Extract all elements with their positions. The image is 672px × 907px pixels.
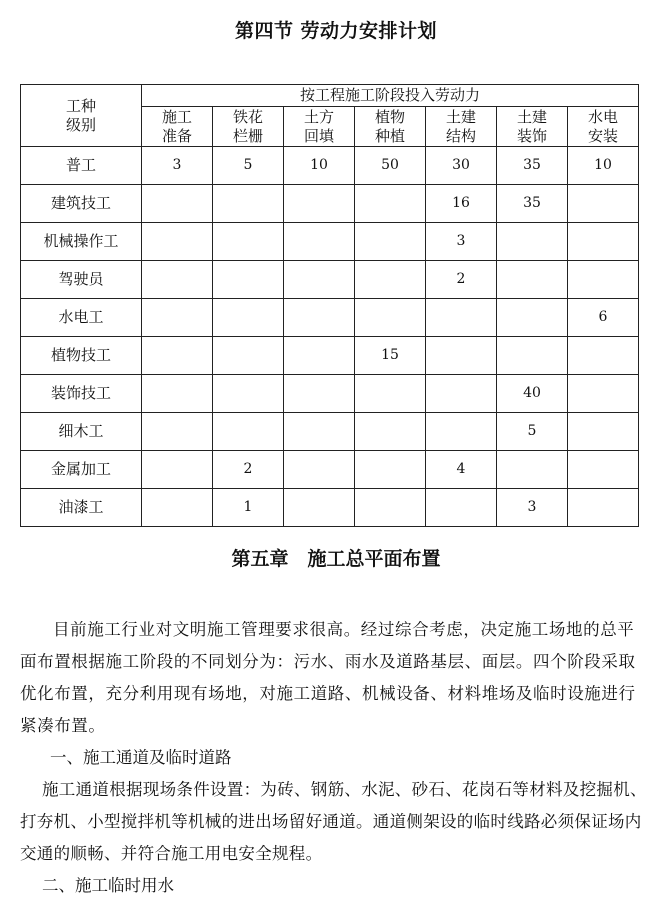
group-header: 按工程施工阶段投入劳动力: [142, 85, 639, 107]
table-row: [21, 147, 639, 185]
table-row: [21, 223, 639, 261]
column-header: [426, 107, 497, 147]
labor-count-cell: [426, 337, 497, 375]
labor-count-cell: [142, 489, 213, 527]
labor-count-cell: [284, 185, 355, 223]
column-header-line2: 结构: [445, 126, 476, 145]
labor-count-cell: [213, 375, 284, 413]
labor-count-cell: [284, 489, 355, 527]
labor-count-cell: 2: [426, 261, 497, 299]
labor-plan-table: [20, 84, 639, 527]
labor-count-cell: [355, 185, 426, 223]
column-header-line2: 装饰: [516, 126, 547, 145]
labor-count-cell: [213, 299, 284, 337]
labor-count-cell: [213, 261, 284, 299]
labor-count-cell: [213, 337, 284, 375]
labor-count-cell: 16: [426, 185, 497, 223]
column-header-line1: 铁花: [232, 107, 263, 126]
labor-count-cell: [142, 299, 213, 337]
column-header-line2: 栏栅: [232, 126, 263, 145]
table-row: [21, 185, 639, 223]
labor-count-cell: [568, 185, 639, 223]
labor-count-cell: [284, 223, 355, 261]
labor-count-cell: [355, 223, 426, 261]
labor-count-cell: 3: [497, 489, 568, 527]
chapter-title: 第五章 施工总平面布置: [231, 548, 441, 570]
column-header-line1: 植物: [374, 107, 405, 126]
column-header: [568, 107, 639, 147]
labor-count-cell: [426, 413, 497, 451]
trade-name-cell: 油漆工: [21, 489, 142, 527]
labor-count-cell: [497, 451, 568, 489]
labor-count-cell: [284, 451, 355, 489]
labor-count-cell: [213, 185, 284, 223]
labor-count-cell: 5: [497, 413, 568, 451]
table-row: [21, 299, 639, 337]
trade-name-cell: 装饰技工: [21, 375, 142, 413]
labor-count-cell: [284, 299, 355, 337]
column-header: [355, 107, 426, 147]
paragraph-intro: 目前施工行业对文明施工管理要求很高。经过综合考虑，决定施工场地的总平面布置根据施工阶段的不同划分为：污水、雨水及道路基层、面层。四个阶段采取优化布置，充分利用现有场地，对施工道路、机械设备、材料堆场及临时设施进行紧凑布置。: [20, 620, 636, 735]
labor-count-cell: [142, 261, 213, 299]
column-header-line1: 土建: [516, 107, 547, 126]
labor-count-cell: [497, 223, 568, 261]
table-row: [21, 337, 639, 375]
labor-count-cell: [497, 261, 568, 299]
labor-count-cell: [213, 413, 284, 451]
heading-temporary-water: 二、施工临时用水: [42, 876, 174, 895]
labor-count-cell: [213, 223, 284, 261]
labor-count-cell: [142, 413, 213, 451]
labor-count-cell: [142, 375, 213, 413]
column-header: [284, 107, 355, 147]
labor-count-cell: [284, 337, 355, 375]
labor-count-cell: [568, 413, 639, 451]
labor-count-cell: [355, 299, 426, 337]
column-header-line2: 安装: [587, 126, 618, 145]
column-header: [142, 107, 213, 147]
labor-count-cell: 4: [426, 451, 497, 489]
trade-name-cell: 细木工: [21, 413, 142, 451]
column-header-line2: 种植: [374, 126, 405, 145]
column-header-line1: 水电: [587, 107, 618, 126]
table-row: [21, 451, 639, 489]
labor-count-cell: [568, 489, 639, 527]
section-title: 第四节 劳动力安排计划: [234, 20, 438, 42]
column-header: [497, 107, 568, 147]
trade-name-cell: 建筑技工: [21, 185, 142, 223]
labor-count-cell: [568, 337, 639, 375]
labor-count-cell: [355, 489, 426, 527]
heading-temporary-roads: 一、施工通道及临时道路: [50, 748, 232, 767]
labor-count-cell: 30: [426, 147, 497, 185]
labor-count-cell: 50: [355, 147, 426, 185]
labor-count-cell: 35: [497, 185, 568, 223]
labor-count-cell: 2: [213, 451, 284, 489]
labor-count-cell: 5: [213, 147, 284, 185]
labor-count-cell: [355, 261, 426, 299]
trade-name-cell: 机械操作工: [21, 223, 142, 261]
trade-name-cell: 驾驶员: [21, 261, 142, 299]
column-header-line2: 准备: [161, 126, 192, 145]
column-header: [213, 107, 284, 147]
labor-count-cell: [426, 299, 497, 337]
trade-name-cell: 植物技工: [21, 337, 142, 375]
labor-count-cell: [355, 413, 426, 451]
labor-count-cell: 3: [142, 147, 213, 185]
table-row: [21, 413, 639, 451]
column-header-line1: 土方: [303, 107, 334, 126]
table-row: [21, 489, 639, 527]
labor-count-cell: 1: [213, 489, 284, 527]
labor-count-cell: [568, 375, 639, 413]
table-row: [21, 261, 639, 299]
labor-count-cell: [284, 261, 355, 299]
labor-count-cell: [497, 299, 568, 337]
labor-count-cell: [355, 451, 426, 489]
labor-count-cell: 3: [426, 223, 497, 261]
labor-count-cell: [568, 223, 639, 261]
column-header-line1: 施工: [161, 107, 192, 126]
labor-count-cell: [497, 337, 568, 375]
labor-count-cell: [426, 489, 497, 527]
labor-count-cell: [142, 451, 213, 489]
labor-count-cell: 10: [284, 147, 355, 185]
labor-count-cell: [284, 375, 355, 413]
column-header-line2: 回填: [303, 126, 334, 145]
corner-header: [21, 85, 142, 147]
labor-count-cell: 6: [568, 299, 639, 337]
labor-count-cell: [284, 413, 355, 451]
labor-count-cell: [142, 223, 213, 261]
corner-header-line2: 级别: [65, 115, 96, 134]
trade-name-cell: 金属加工: [21, 451, 142, 489]
table-row: [21, 375, 639, 413]
labor-count-cell: [355, 375, 426, 413]
labor-count-cell: [142, 185, 213, 223]
labor-count-cell: 10: [568, 147, 639, 185]
trade-name-cell: 水电工: [21, 299, 142, 337]
labor-count-cell: 35: [497, 147, 568, 185]
column-header-line1: 土建: [445, 107, 476, 126]
labor-count-cell: 15: [355, 337, 426, 375]
labor-count-cell: [142, 337, 213, 375]
corner-header-line1: 工种: [65, 96, 96, 115]
labor-count-cell: [426, 375, 497, 413]
paragraph-roads: 施工通道根据现场条件设置：为砖、钢筋、水泥、砂石、花岗石等材料及挖掘机、打夯机、小型搅拌机等机械的进出场留好通道。通道侧架设的临时线路必须保证场内交通的顺畅、并符合施工用电安全规程。: [20, 780, 647, 863]
labor-count-cell: [568, 261, 639, 299]
labor-count-cell: [568, 451, 639, 489]
trade-name-cell: 普工: [21, 147, 142, 185]
labor-count-cell: 40: [497, 375, 568, 413]
